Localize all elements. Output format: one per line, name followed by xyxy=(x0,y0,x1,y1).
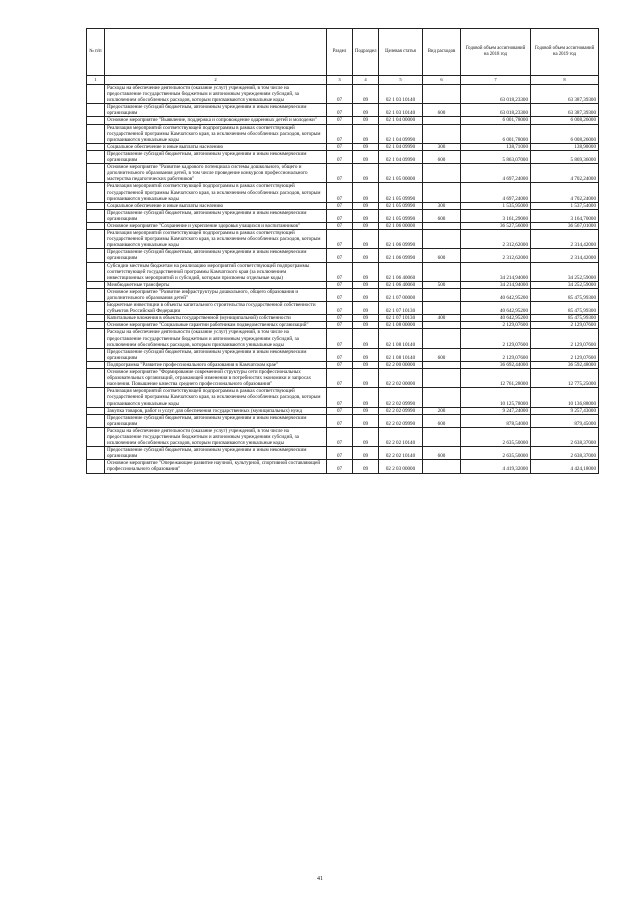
cell-target-article: 02 1 05 09990 xyxy=(379,183,423,202)
cell-target-article: 02 1 04 09990 xyxy=(379,124,423,143)
cell-num xyxy=(87,315,105,322)
cell-name: Бюджетные инвестиции в объекты капитального строительства государственной собственности субъектов Российской Федерации xyxy=(105,302,327,315)
cell-num xyxy=(87,447,105,460)
cell-amount-2018: 4 697,24000 xyxy=(461,183,531,202)
cell-podrazdel: 09 xyxy=(353,322,379,329)
cell-razdel: 07 xyxy=(327,117,353,124)
cell-podrazdel: 09 xyxy=(353,329,379,348)
table-row xyxy=(87,329,599,348)
cell-num xyxy=(87,124,105,143)
cell-expense-type xyxy=(423,322,461,329)
cell-razdel: 07 xyxy=(327,281,353,288)
cell-target-article: 02 2 02 09990 xyxy=(379,414,423,427)
cell-amount-2019: 879,45000 xyxy=(531,414,599,427)
cell-num xyxy=(87,361,105,368)
cell-amount-2018: 5 863,07000 xyxy=(461,150,531,163)
table-row xyxy=(87,164,599,183)
cell-num xyxy=(87,369,105,388)
table-row xyxy=(87,117,599,124)
cell-expense-type xyxy=(423,183,461,202)
cell-expense-type xyxy=(423,302,461,315)
cell-name: Основное мероприятие "Опережающее развитие научной, культурной, спортивной составляющей профессионального образования" xyxy=(105,460,327,473)
cell-num xyxy=(87,262,105,281)
cell-amount-2018: 10 125,78000 xyxy=(461,388,531,407)
cell-podrazdel: 09 xyxy=(353,447,379,460)
cell-amount-2019: 36 592,48000 xyxy=(531,361,599,368)
column-number: 8 xyxy=(531,76,599,85)
cell-podrazdel: 09 xyxy=(353,230,379,249)
cell-amount-2018: 2 312,62000 xyxy=(461,230,531,249)
budget-allocation-table xyxy=(86,28,599,474)
cell-razdel: 07 xyxy=(327,427,353,446)
cell-name: Межбюджетные трансферты xyxy=(105,281,327,288)
cell-target-article: 02 1 05 09990 xyxy=(379,209,423,222)
cell-num xyxy=(87,222,105,229)
cell-amount-2018: 1 535,95000 xyxy=(461,202,531,209)
cell-razdel: 07 xyxy=(327,414,353,427)
cell-razdel: 07 xyxy=(327,388,353,407)
column-number: 5 xyxy=(379,76,423,85)
table-row xyxy=(87,315,599,322)
cell-expense-type xyxy=(423,288,461,301)
cell-target-article: 02 2 02 09990 xyxy=(379,388,423,407)
cell-name: Основное мероприятие "Сохранение и укрепление здоровья учащихся и воспитанников" xyxy=(105,222,327,229)
column-number: 6 xyxy=(423,76,461,85)
cell-amount-2019: 85 475,99300 xyxy=(531,288,599,301)
cell-expense-type xyxy=(423,164,461,183)
column-number: 3 xyxy=(327,76,353,85)
cell-razdel: 07 xyxy=(327,209,353,222)
cell-num xyxy=(87,407,105,414)
cell-num xyxy=(87,209,105,222)
cell-razdel: 07 xyxy=(327,302,353,315)
cell-podrazdel: 09 xyxy=(353,388,379,407)
cell-num xyxy=(87,427,105,446)
cell-target-article: 02 1 06 09990 xyxy=(379,230,423,249)
cell-amount-2018: 4 697,24000 xyxy=(461,164,531,183)
cell-podrazdel: 09 xyxy=(353,202,379,209)
cell-razdel: 07 xyxy=(327,85,353,104)
cell-expense-type xyxy=(423,85,461,104)
cell-podrazdel: 09 xyxy=(353,348,379,361)
header-name xyxy=(105,29,327,76)
cell-podrazdel: 09 xyxy=(353,460,379,473)
table-row xyxy=(87,369,599,388)
cell-podrazdel: 09 xyxy=(353,414,379,427)
cell-amount-2018: 2 129,07600 xyxy=(461,348,531,361)
cell-expense-type xyxy=(423,117,461,124)
cell-amount-2019: 3 164,70000 xyxy=(531,209,599,222)
cell-amount-2019: 10 136,88000 xyxy=(531,388,599,407)
header-amount-2018: Годовой объем ассигнований на 2018 год xyxy=(461,29,531,76)
cell-amount-2019: 2 638,37000 xyxy=(531,427,599,446)
cell-expense-type: 600 xyxy=(423,414,461,427)
cell-name: Предоставление субсидий бюджетным, автономным учреждениям и иным некоммерческим организациям xyxy=(105,447,327,460)
cell-amount-2019: 1 537,54000 xyxy=(531,202,599,209)
cell-podrazdel: 09 xyxy=(353,369,379,388)
cell-name: Подпрограмма "Развитие профессионального образования в Камчатском крае" xyxy=(105,361,327,368)
cell-name: Предоставление субсидий бюджетным, автономным учреждениям и иным некоммерческим организациям xyxy=(105,348,327,361)
cell-amount-2018: 4 419,32000 xyxy=(461,460,531,473)
cell-name: Социальное обеспечение и иные выплаты населению xyxy=(105,202,327,209)
table-row xyxy=(87,202,599,209)
cell-podrazdel: 09 xyxy=(353,222,379,229)
cell-amount-2018: 2 635,50000 xyxy=(461,427,531,446)
cell-amount-2018: 36 527,56000 xyxy=(461,222,531,229)
cell-expense-type xyxy=(423,124,461,143)
cell-amount-2018: 6 001,78000 xyxy=(461,117,531,124)
cell-target-article: 02 1 07 10130 xyxy=(379,315,423,322)
cell-name: Субсидии местным бюджетам на реализацию мероприятий соответствующей подпрограммы соответствующей государственной программы Камчатского края (за исключением инвестиционных мероприятий и субсидий, которым присвоены отдельные коды) xyxy=(105,262,327,281)
cell-amount-2019: 9 257,43000 xyxy=(531,407,599,414)
cell-amount-2018: 2 312,62000 xyxy=(461,249,531,262)
cell-name: Предоставление субсидий бюджетным, автономным учреждениям и иным некоммерческим организациям xyxy=(105,249,327,262)
cell-amount-2019: 2 129,07600 xyxy=(531,322,599,329)
cell-name: Предоставление субсидий бюджетным, автономным учреждениям и иным некоммерческим организациям xyxy=(105,209,327,222)
cell-expense-type: 600 xyxy=(423,249,461,262)
table-row xyxy=(87,230,599,249)
cell-amount-2018: 34 214,94000 xyxy=(461,281,531,288)
cell-amount-2019: 85 475,99300 xyxy=(531,302,599,315)
cell-razdel: 07 xyxy=(327,249,353,262)
cell-target-article: 02 1 06 00000 xyxy=(379,222,423,229)
table-row xyxy=(87,249,599,262)
column-number: 1 xyxy=(87,76,105,85)
cell-target-article: 02 1 08 00000 xyxy=(379,322,423,329)
cell-target-article: 02 1 08 10140 xyxy=(379,348,423,361)
cell-amount-2018: 2 129,07600 xyxy=(461,322,531,329)
cell-num xyxy=(87,230,105,249)
table-row xyxy=(87,85,599,104)
cell-num xyxy=(87,183,105,202)
cell-razdel: 07 xyxy=(327,315,353,322)
cell-amount-2018: 2 635,50000 xyxy=(461,447,531,460)
cell-expense-type: 200 xyxy=(423,407,461,414)
cell-podrazdel: 09 xyxy=(353,209,379,222)
cell-podrazdel: 09 xyxy=(353,150,379,163)
cell-target-article: 02 2 00 00000 xyxy=(379,361,423,368)
cell-name: Основное мероприятие "Развитие кадрового потенциала системы дошкольного, общего и дополнительного образования детей, в том числе проведение конкурсов профессионального мастерства педагогических работников" xyxy=(105,164,327,183)
header-razdel: Раздел xyxy=(327,29,353,76)
cell-razdel: 07 xyxy=(327,361,353,368)
cell-expense-type xyxy=(423,329,461,348)
cell-amount-2019: 6 008,26000 xyxy=(531,124,599,143)
cell-num xyxy=(87,281,105,288)
cell-target-article: 02 1 04 09990 xyxy=(379,143,423,150)
cell-expense-type: 500 xyxy=(423,281,461,288)
cell-name: Реализация мероприятий соответствующей подпрограммы в рамках соответствующей государственной программы Камчатского края, за исключением обособленных расходов, которым присваиваются уникальные коды xyxy=(105,388,327,407)
cell-razdel: 07 xyxy=(327,124,353,143)
table-row xyxy=(87,361,599,368)
table-row xyxy=(87,414,599,427)
cell-amount-2018: 63 018,23300 xyxy=(461,104,531,117)
cell-expense-type: 300 xyxy=(423,143,461,150)
cell-name: Основное мероприятие "Развитие инфраструктуры дошкольного, общего образования и дополнительного образования детей" xyxy=(105,288,327,301)
table-row xyxy=(87,222,599,229)
table-row xyxy=(87,150,599,163)
table-row xyxy=(87,460,599,473)
cell-num xyxy=(87,104,105,117)
cell-num xyxy=(87,85,105,104)
cell-name: Социальное обеспечение и иные выплаты населению xyxy=(105,143,327,150)
cell-razdel: 07 xyxy=(327,329,353,348)
cell-num xyxy=(87,288,105,301)
cell-razdel: 07 xyxy=(327,348,353,361)
cell-amount-2018: 9 247,24000 xyxy=(461,407,531,414)
cell-name: Расходы на обеспечение деятельности (оказание услуг) учреждений, в том числе на предоставление государственным бюджетным и автономным учреждениям субсидий, за исключением обособленных расходов, которым присваиваются уникальные коды xyxy=(105,427,327,446)
cell-target-article: 02 1 08 10140 xyxy=(379,329,423,348)
budget-table-container xyxy=(86,28,598,474)
cell-amount-2019: 85 475,99300 xyxy=(531,315,599,322)
cell-amount-2019: 4 702,24000 xyxy=(531,183,599,202)
cell-num xyxy=(87,348,105,361)
cell-amount-2019: 138,90000 xyxy=(531,143,599,150)
cell-expense-type xyxy=(423,361,461,368)
cell-razdel: 07 xyxy=(327,460,353,473)
cell-name: Предоставление субсидий бюджетным, автономным учреждениям и иным некоммерческим организациям xyxy=(105,150,327,163)
table-row xyxy=(87,143,599,150)
cell-amount-2018: 40 642,95200 xyxy=(461,315,531,322)
cell-amount-2019: 2 314,42000 xyxy=(531,249,599,262)
cell-num xyxy=(87,322,105,329)
cell-razdel: 07 xyxy=(327,407,353,414)
cell-expense-type: 400 xyxy=(423,315,461,322)
table-header-row xyxy=(87,29,599,76)
cell-target-article: 02 1 06 09990 xyxy=(379,249,423,262)
header-podrazdel: Подраздел xyxy=(353,29,379,76)
cell-amount-2018: 2 129,07600 xyxy=(461,329,531,348)
table-row xyxy=(87,209,599,222)
cell-target-article: 02 1 04 00000 xyxy=(379,117,423,124)
cell-razdel: 07 xyxy=(327,183,353,202)
cell-num xyxy=(87,302,105,315)
cell-podrazdel: 09 xyxy=(353,315,379,322)
cell-expense-type xyxy=(423,230,461,249)
header-amount-2019: Годовой объем ассигнований на 2019 год xyxy=(531,29,599,76)
cell-name: Реализация мероприятий соответствующей подпрограммы в рамках соответствующей государственной программы Камчатского края, за исключением обособленных расходов, которым присваиваются уникальные коды xyxy=(105,124,327,143)
cell-podrazdel: 09 xyxy=(353,427,379,446)
cell-expense-type xyxy=(423,388,461,407)
cell-num xyxy=(87,202,105,209)
cell-amount-2018: 34 214,94000 xyxy=(461,262,531,281)
column-number-row xyxy=(87,76,599,85)
cell-target-article: 02 2 02 09990 xyxy=(379,407,423,414)
header-num: № п/п xyxy=(87,29,105,76)
cell-amount-2018: 12 761,28000 xyxy=(461,369,531,388)
cell-amount-2019: 6 008,26000 xyxy=(531,117,599,124)
cell-target-article: 02 1 03 10140 xyxy=(379,85,423,104)
cell-amount-2019: 2 129,07600 xyxy=(531,348,599,361)
table-row xyxy=(87,388,599,407)
cell-razdel: 07 xyxy=(327,230,353,249)
cell-amount-2018: 63 018,23300 xyxy=(461,85,531,104)
cell-podrazdel: 09 xyxy=(353,281,379,288)
cell-expense-type: 600 xyxy=(423,150,461,163)
cell-name: Реализация мероприятий соответствующей подпрограммы в рамках соответствующей государственной программы Камчатского края, за исключением обособленных расходов, которым присваиваются уникальные коды xyxy=(105,230,327,249)
cell-podrazdel: 09 xyxy=(353,361,379,368)
table-row xyxy=(87,407,599,414)
cell-expense-type: 600 xyxy=(423,348,461,361)
cell-num xyxy=(87,117,105,124)
table-row xyxy=(87,302,599,315)
cell-amount-2018: 138,71000 xyxy=(461,143,531,150)
table-row xyxy=(87,447,599,460)
cell-target-article: 02 2 03 00000 xyxy=(379,460,423,473)
cell-amount-2019: 12 775,25000 xyxy=(531,369,599,388)
cell-amount-2019: 34 252,59000 xyxy=(531,262,599,281)
cell-podrazdel: 09 xyxy=(353,117,379,124)
cell-amount-2018: 36 692,44000 xyxy=(461,361,531,368)
table-row xyxy=(87,281,599,288)
cell-razdel: 07 xyxy=(327,288,353,301)
cell-amount-2019: 36 567,01000 xyxy=(531,222,599,229)
table-row xyxy=(87,322,599,329)
cell-target-article: 02 1 03 10140 xyxy=(379,104,423,117)
cell-name: Основное мероприятие "Формирование современной структуры сети профессиональных образовательных организаций, отражающей изменения в потребностях экономики и запросах населения. Повышение качества среднего профессионального образования" xyxy=(105,369,327,388)
cell-name: Реализация мероприятий соответствующей подпрограммы в рамках соответствующей государственной программы Камчатского края, за исключением обособленных расходов, которым присваиваются уникальные коды xyxy=(105,183,327,202)
cell-razdel: 07 xyxy=(327,104,353,117)
column-number: 4 xyxy=(353,76,379,85)
cell-name: Расходы на обеспечение деятельности (оказание услуг) учреждений, в том числе на предоставление государственным бюджетным и автономным учреждениям субсидий, за исключением обособленных расходов, которым присваиваются уникальные коды xyxy=(105,329,327,348)
cell-num xyxy=(87,460,105,473)
cell-target-article: 02 2 02 10140 xyxy=(379,427,423,446)
cell-target-article: 02 1 06 40060 xyxy=(379,281,423,288)
page-number: 41 xyxy=(317,876,323,882)
header-expense-type: Вид расходов xyxy=(423,29,461,76)
cell-podrazdel: 09 xyxy=(353,302,379,315)
cell-podrazdel: 09 xyxy=(353,407,379,414)
cell-target-article: 02 1 07 10130 xyxy=(379,302,423,315)
cell-amount-2019: 4 702,24000 xyxy=(531,164,599,183)
cell-amount-2019: 5 869,36000 xyxy=(531,150,599,163)
cell-num xyxy=(87,143,105,150)
cell-amount-2019: 34 252,59000 xyxy=(531,281,599,288)
cell-expense-type xyxy=(423,460,461,473)
cell-name: Основное мероприятие "Выявление, поддержка и сопровождение одаренных детей и молодежи" xyxy=(105,117,327,124)
cell-expense-type: 600 xyxy=(423,104,461,117)
cell-name: Предоставление субсидий бюджетным, автономным учреждениям и иным некоммерческим организациям xyxy=(105,104,327,117)
cell-name: Расходы на обеспечение деятельности (оказание услуг) учреждений, в том числе на предоставление государственным бюджетным и автономным учреждениям субсидий, за исключением обособленных расходов, которым присваиваются уникальные коды xyxy=(105,85,327,104)
cell-razdel: 07 xyxy=(327,202,353,209)
cell-razdel: 07 xyxy=(327,447,353,460)
column-number: 2 xyxy=(105,76,327,85)
cell-expense-type: 300 xyxy=(423,202,461,209)
cell-expense-type xyxy=(423,222,461,229)
table-row xyxy=(87,288,599,301)
cell-razdel: 07 xyxy=(327,369,353,388)
column-number: 7 xyxy=(461,76,531,85)
table-row xyxy=(87,262,599,281)
cell-podrazdel: 09 xyxy=(353,124,379,143)
cell-expense-type xyxy=(423,369,461,388)
cell-amount-2019: 2 314,42000 xyxy=(531,230,599,249)
cell-podrazdel: 09 xyxy=(353,164,379,183)
cell-razdel: 07 xyxy=(327,164,353,183)
cell-target-article: 02 1 05 09990 xyxy=(379,202,423,209)
cell-target-article: 02 1 05 00000 xyxy=(379,164,423,183)
cell-amount-2018: 6 001,78000 xyxy=(461,124,531,143)
cell-podrazdel: 09 xyxy=(353,249,379,262)
cell-expense-type: 600 xyxy=(423,209,461,222)
cell-amount-2019: 63 387,39300 xyxy=(531,104,599,117)
cell-podrazdel: 09 xyxy=(353,183,379,202)
cell-target-article: 02 2 02 00000 xyxy=(379,369,423,388)
cell-razdel: 07 xyxy=(327,262,353,281)
table-row xyxy=(87,427,599,446)
cell-razdel: 07 xyxy=(327,322,353,329)
cell-podrazdel: 09 xyxy=(353,104,379,117)
cell-podrazdel: 09 xyxy=(353,85,379,104)
cell-expense-type xyxy=(423,427,461,446)
table-row xyxy=(87,183,599,202)
cell-name: Предоставление субсидий бюджетным, автономным учреждениям и иным некоммерческим организациям xyxy=(105,414,327,427)
cell-razdel: 07 xyxy=(327,143,353,150)
cell-num xyxy=(87,388,105,407)
cell-podrazdel: 09 xyxy=(353,288,379,301)
table-row xyxy=(87,348,599,361)
cell-amount-2019: 2 129,07600 xyxy=(531,329,599,348)
cell-name: Основное мероприятие "Социальные гарантии работникам подведомственных организаций" xyxy=(105,322,327,329)
cell-amount-2018: 40 642,95200 xyxy=(461,288,531,301)
cell-amount-2019: 63 387,39300 xyxy=(531,85,599,104)
cell-name: Закупка товаров, работ и услуг для обеспечения государственных (муниципальных) нужд xyxy=(105,407,327,414)
cell-target-article: 02 1 07 00000 xyxy=(379,288,423,301)
cell-expense-type xyxy=(423,262,461,281)
cell-target-article: 02 1 06 40060 xyxy=(379,262,423,281)
cell-num xyxy=(87,329,105,348)
header-target-article: Целевая статья xyxy=(379,29,423,76)
cell-razdel: 07 xyxy=(327,150,353,163)
cell-razdel: 07 xyxy=(327,222,353,229)
cell-amount-2019: 2 638,37000 xyxy=(531,447,599,460)
cell-amount-2018: 3 161,29000 xyxy=(461,209,531,222)
cell-podrazdel: 09 xyxy=(353,143,379,150)
cell-amount-2018: 40 642,95200 xyxy=(461,302,531,315)
table-row xyxy=(87,104,599,117)
cell-num xyxy=(87,249,105,262)
cell-target-article: 02 1 04 09990 xyxy=(379,150,423,163)
cell-amount-2018: 878,54000 xyxy=(461,414,531,427)
cell-amount-2019: 4 424,18000 xyxy=(531,460,599,473)
cell-name: Капитальные вложения в объекты государственной (муниципальной) собственности xyxy=(105,315,327,322)
cell-podrazdel: 09 xyxy=(353,262,379,281)
cell-expense-type: 600 xyxy=(423,447,461,460)
cell-num xyxy=(87,414,105,427)
cell-num xyxy=(87,150,105,163)
cell-num xyxy=(87,164,105,183)
cell-target-article: 02 2 02 10140 xyxy=(379,447,423,460)
table-row xyxy=(87,124,599,143)
